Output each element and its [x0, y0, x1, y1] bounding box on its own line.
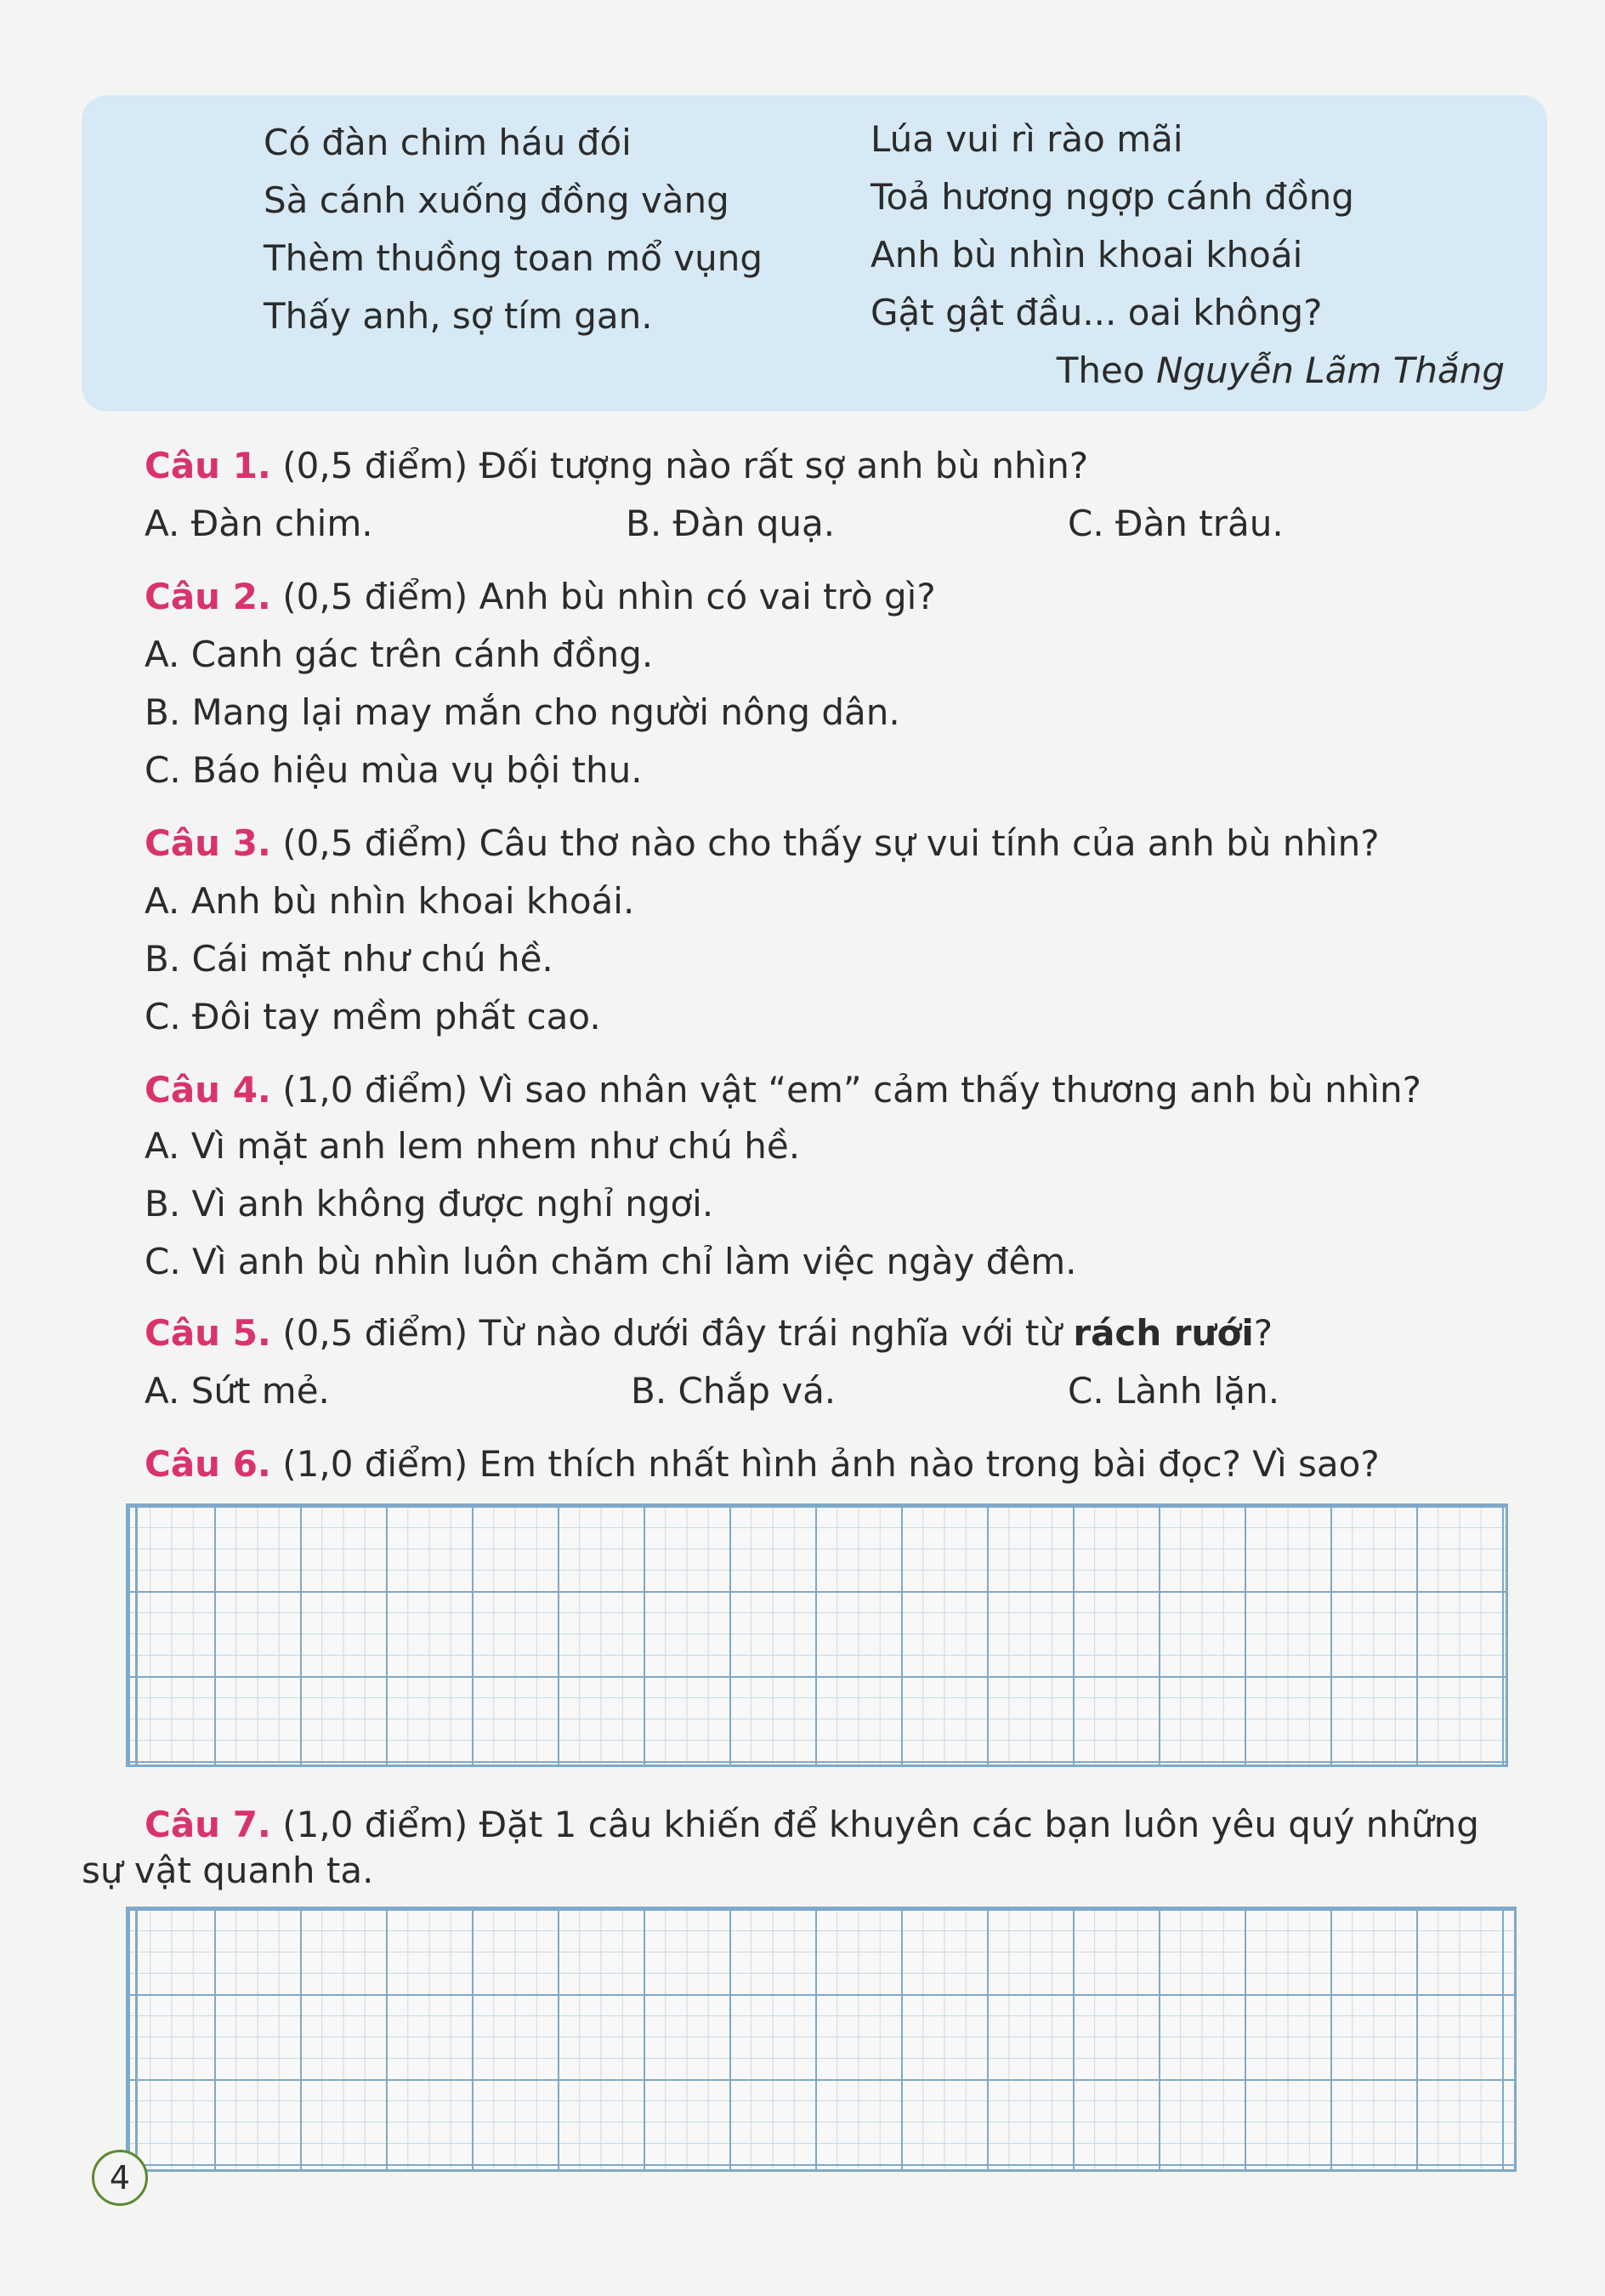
answer-grid-6[interactable]: [126, 1503, 1508, 1767]
answer-grid-7-margin: [135, 1907, 138, 2172]
question-1: [145, 442, 1088, 490]
poem-left-line-4: Thấy anh, sợ tím gan.: [264, 295, 653, 337]
question-7-text-continued: sự vật quanh ta.: [82, 1850, 374, 1891]
credit-author: Nguyễn Lãm Thắng: [1155, 350, 1505, 391]
question-6-label: Câu 6.: [145, 1443, 271, 1485]
question-5-option-c: C. Lành lặn.: [1068, 1370, 1280, 1412]
question-1-option-a: A. Đàn chim.: [145, 503, 373, 544]
poem-right-line-4: Gật gật đầu... oai không?: [871, 292, 1323, 333]
question-1-option-c: C. Đàn trâu.: [1068, 503, 1284, 544]
question-1-option-b: B. Đàn quạ.: [626, 503, 836, 544]
answer-grid-6-margin: [135, 1503, 138, 1767]
question-4-text: (1,0 điểm) Vì sao nhân vật “em” cảm thấy thương anh bù nhìn?: [282, 1069, 1421, 1111]
question-3-text: (0,5 điểm) Câu thơ nào cho thấy sự vui tính của anh bù nhìn?: [282, 822, 1380, 864]
poem-left-line-3: Thèm thuồng toan mổ vụng: [264, 237, 763, 279]
poem-credit: [1057, 347, 1505, 395]
question-6: [145, 1441, 1380, 1488]
question-3: [145, 820, 1380, 867]
question-2-text: (0,5 điểm) Anh bù nhìn có vai trò gì?: [282, 576, 936, 617]
question-1-text: (0,5 điểm) Đối tượng nào rất sợ anh bù nhìn?: [282, 445, 1089, 486]
answer-grid-7[interactable]: [126, 1907, 1517, 2172]
question-2-label: Câu 2.: [145, 576, 271, 617]
question-3-label: Câu 3.: [145, 822, 271, 864]
question-4-label: Câu 4.: [145, 1069, 271, 1111]
question-5-option-a: A. Sứt mẻ.: [145, 1370, 330, 1412]
poem-right-line-2: Toả hương ngợp cánh đồng: [871, 176, 1354, 218]
question-3-option-c: C. Đôi tay mềm phất cao.: [145, 996, 601, 1037]
question-2-option-a: A. Canh gác trên cánh đồng.: [145, 634, 654, 675]
question-4: [145, 1066, 1421, 1114]
page-number: 4: [92, 2150, 148, 2206]
question-4-option-b: B. Vì anh không được nghỉ ngơi.: [145, 1183, 714, 1225]
question-6-text: (1,0 điểm) Em thích nhất hình ảnh nào trong bài đọc? Vì sao?: [282, 1443, 1380, 1485]
question-1-label: Câu 1.: [145, 445, 271, 486]
question-3-option-a: A. Anh bù nhìn khoai khoái.: [145, 880, 635, 922]
poem-left-line-2: Sà cánh xuống đồng vàng: [264, 179, 729, 221]
question-4-option-a: A. Vì mặt anh lem nhem như chú hề.: [145, 1125, 801, 1167]
question-5-label: Câu 5.: [145, 1312, 271, 1354]
question-5-text: (0,5 điểm) Từ nào dưới đây trái nghĩa với từ: [282, 1312, 1074, 1354]
question-7: [145, 1801, 1479, 1849]
question-3-option-b: B. Cái mặt như chú hề.: [145, 938, 553, 980]
question-4-option-c: C. Vì anh bù nhìn luôn chăm chỉ làm việc ngày đêm.: [145, 1241, 1077, 1282]
poem-right-line-3: Anh bù nhìn khoai khoái: [871, 234, 1303, 276]
question-2-option-c: C. Báo hiệu mùa vụ bội thu.: [145, 749, 643, 791]
question-5-text-end: ?: [1253, 1312, 1273, 1354]
question-2-option-b: B. Mang lại may mắn cho người nông dân.: [145, 691, 900, 733]
poem-left-line-1: Có đàn chim háu đói: [264, 122, 632, 163]
poem-right-line-1: Lúa vui rì rào mãi: [871, 118, 1183, 160]
question-2: [145, 573, 936, 621]
question-5-keyword: rách rưới: [1073, 1312, 1254, 1354]
question-5-option-b: B. Chắp vá.: [631, 1370, 837, 1412]
question-5: [145, 1310, 1273, 1357]
question-7-label: Câu 7.: [145, 1804, 271, 1845]
question-7-text: (1,0 điểm) Đặt 1 câu khiến để khuyên các bạn luôn yêu quý những: [282, 1804, 1479, 1845]
credit-prefix: Theo: [1056, 350, 1145, 391]
